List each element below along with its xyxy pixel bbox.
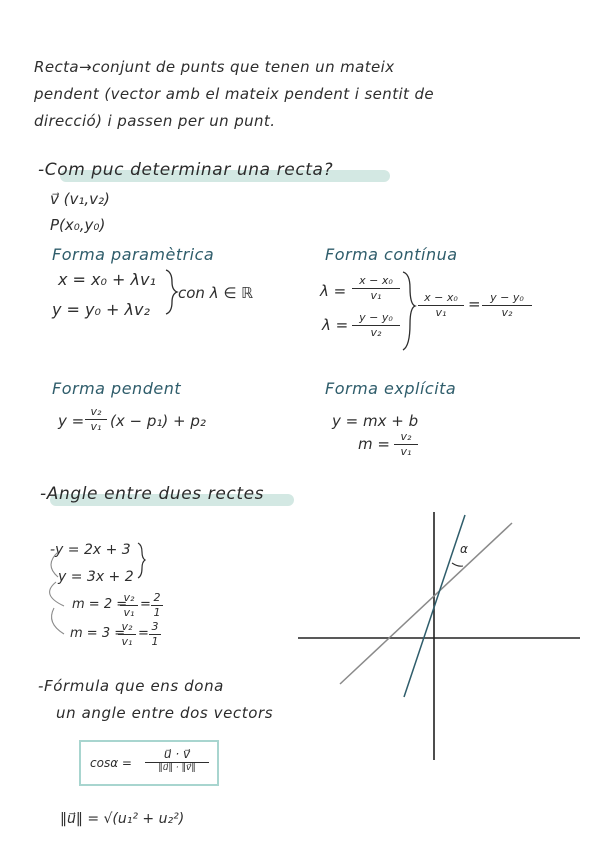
pendent-den: v₁ [90,420,102,434]
angle-m1-num: v₂ [123,591,135,604]
continua-result-num-x: x − x₀ [424,291,458,304]
angle-arc [452,563,463,566]
parametric-brace [166,270,177,314]
eq-brace [138,543,145,578]
norm-formula: ‖u⃗‖ = √(u₁² + u₂²) [60,811,185,827]
angle-eq-1: -y = 2x + 3 [50,542,131,558]
continua-lambda1-den: v₁ [370,289,382,303]
angle-eq-2: y = 3x + 2 [58,569,134,585]
section-2-title: -Angle entre dues rectes [40,484,265,504]
continua-lambda2-den: v₂ [370,326,382,340]
continua-lambda2-lhs: λ = [322,316,349,334]
explicita-m-lhs: m = [358,435,390,453]
parametric-condition: con λ ∈ ℝ [178,284,254,302]
pendent-rhs: (x − p₁) + p₂ [110,412,206,430]
angle-alpha-label: α [460,542,468,556]
pendent-lhs: y = [58,412,85,430]
continua-lambda2-num: y − y₀ [359,311,393,324]
continua-lambda1-num: x − x₀ [359,274,393,287]
section-3-title-line-1: -Fórmula que ens dona [38,677,224,695]
continua-title: Forma contínua [325,245,458,264]
cos-lhs: cosα = [90,756,132,770]
section-3-title-line-2: un angle entre dos vectors [56,704,274,722]
parametric-title: Forma paramètrica [52,245,215,264]
parametric-eq-y: y = y₀ + λv₂ [52,300,150,319]
angle-m2-num: v₂ [121,620,133,633]
direction-vector: v⃗ (v₁,v₂) [50,190,110,208]
continua-result-den-x: v₁ [435,306,447,320]
definition-line-3: direcció) i passen per un punt. [34,112,276,130]
definition-line-1: Recta→conjunt de punts que tenen un mateix [34,58,395,76]
angle-m2-num-2: 3 [151,620,159,633]
continua-brace [403,272,415,350]
parametric-eq-x: x = x₀ + λv₁ [58,270,156,289]
arrow-1 [51,552,58,577]
explicita-title: Forma explícita [325,379,457,398]
explicita-m-num: v₂ [400,430,412,443]
continua-result-den-y: v₂ [501,306,513,320]
explicita-m-den: v₁ [400,445,412,459]
angle-m1-lhs: m = 2 = [72,597,128,612]
angle-m1-den-2: 1 [153,606,161,620]
definition-line-2: pendent (vector amb el mateix pendent i sentit de [34,85,435,103]
cos-den: ‖u⃗‖ · ‖v⃗‖ [158,763,196,774]
angle-m1-num-2: 2 [153,591,161,604]
angle-m2-equals: = [138,626,149,641]
angle-m2-den: v₁ [121,635,133,649]
arrow-2 [50,582,64,606]
angle-m1-den: v₁ [123,606,135,620]
pendent-num: v₂ [90,405,102,418]
cos-num: u⃗ · v⃗ [163,747,191,761]
explicita-eq: y = mx + b [332,412,419,430]
angle-m1-equals: = [140,597,151,612]
continua-result-num-y: y − y₀ [490,291,524,304]
angle-m2-den-2: 1 [151,635,159,649]
pendent-title: Forma pendent [52,379,182,398]
point-p: P(x₀,y₀) [50,216,106,234]
angle-m2-lhs: m = 3 = [70,626,126,641]
arrow-3 [52,608,64,634]
section-1-title: -Com puc determinar una recta? [38,160,334,180]
grey-line [340,523,512,684]
continua-result-equals: = [468,295,481,313]
continua-lambda1-lhs: λ = [320,282,347,300]
